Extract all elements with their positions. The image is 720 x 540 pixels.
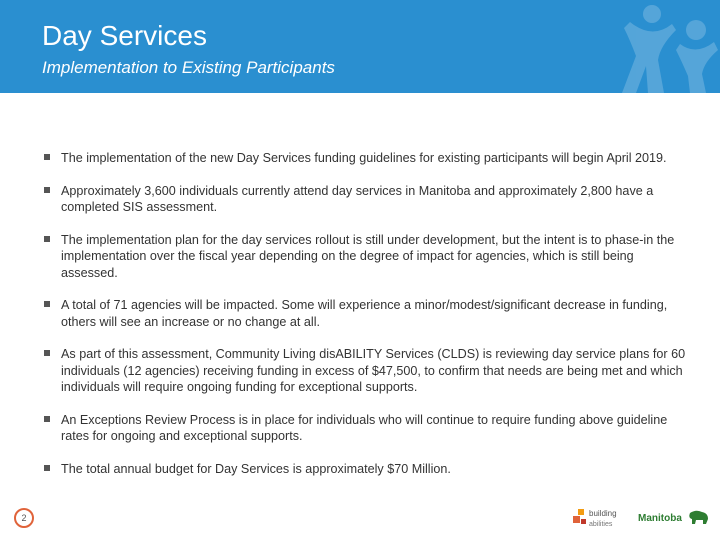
list-item <box>43 150 693 167</box>
list-item-text: The total annual budget for Day Services is approximately $70 Million. <box>61 461 451 476</box>
bullet-list <box>43 150 693 477</box>
people-figures-icon <box>600 0 720 93</box>
manitoba-wordmark: Manitoba <box>638 513 682 524</box>
list-item <box>43 232 693 282</box>
footer-logos <box>572 504 710 530</box>
building-abilities-logo <box>572 504 628 530</box>
bullet-marker <box>44 301 50 307</box>
building-blocks-icon <box>573 509 586 524</box>
logo-text-line1: building <box>589 509 617 518</box>
list-item <box>43 461 693 478</box>
header-banner <box>0 0 720 93</box>
list-item <box>43 183 693 216</box>
list-item <box>43 297 693 330</box>
list-item-text: As part of this assessment, Community Living disABILITY Services (CLDS) is reviewing day service plans for 60 individuals (12 agencies) receiving funding in excess of $47,500, to confirm that needs are being met and which individuals will require ongoing funding for exceptional supports. <box>61 347 686 394</box>
page-subtitle: Implementation to Existing Participants <box>42 58 335 77</box>
list-item-text: An Exceptions Review Process is in place for individuals who will continue to require funding above guideline rates for ongoing and exceptional supports. <box>61 412 668 443</box>
bullet-marker <box>44 465 50 471</box>
bullet-list-area <box>43 150 693 493</box>
bullet-marker <box>44 154 50 160</box>
list-item-text: The implementation of the new Day Services funding guidelines for existing participants will begin April 2019. <box>61 151 667 165</box>
list-item <box>43 412 693 445</box>
list-item-text: A total of 71 agencies will be impacted. Some will experience a minor/modest/significant decrease in funding, others will see an increase or no change at all. <box>61 298 668 329</box>
bullet-marker <box>44 187 50 193</box>
list-item <box>43 346 693 396</box>
page-title: Day Services <box>42 20 207 51</box>
bullet-marker <box>44 416 50 422</box>
manitoba-logo <box>638 504 710 530</box>
bullet-marker <box>44 236 50 242</box>
bullet-marker <box>44 350 50 356</box>
logo-text-line2: abilities <box>589 521 613 528</box>
page-number: 2 <box>14 508 34 528</box>
list-item-text: The implementation plan for the day services rollout is still under development, but the intent is to phase-in the implementation over the fiscal year depending on the degree of impact for agencies, which is still being assessed. <box>61 232 675 280</box>
bison-icon <box>689 511 708 524</box>
list-item-text: Approximately 3,600 individuals currently attend day services in Manitoba and approximately 2,800 have a completed SIS assessment. <box>61 183 654 214</box>
